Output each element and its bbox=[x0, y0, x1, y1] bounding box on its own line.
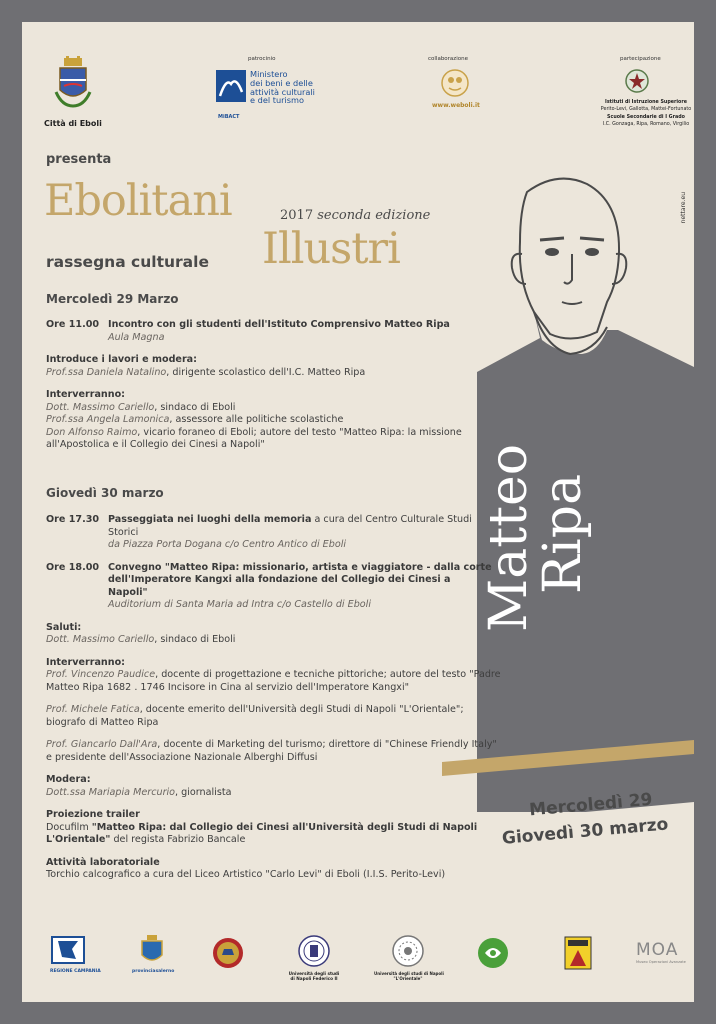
event2-line1: Convegno "Matteo Ripa: missionario, artista e viaggiatore - dalla corte bbox=[108, 561, 492, 573]
speaker-role: , docente di progettazione e tecniche pittoriche; autore del testo "Padre bbox=[155, 669, 501, 680]
speaker-name: Prof. Vincenzo Paudice bbox=[46, 669, 156, 680]
weboli-url: www.weboli.it bbox=[432, 102, 480, 109]
side-credit: nettare.eu bbox=[680, 192, 687, 224]
speaker-name: Prof. Michele Fatica bbox=[46, 704, 140, 715]
provincia-salerno-logo bbox=[132, 935, 175, 977]
saluti-role: , sindaco di Eboli bbox=[154, 634, 236, 645]
ministry-line: dei beni e delle bbox=[250, 77, 313, 88]
lab-label: Attività laboratoriale bbox=[46, 856, 160, 868]
portrait-right-brow bbox=[580, 238, 604, 240]
federico-ii-line1: Università degli studi bbox=[288, 971, 340, 976]
day1-date: Mercoledì 29 Marzo bbox=[46, 292, 179, 306]
portrait-name-last: Ripa bbox=[533, 473, 593, 594]
trailer-line-2 bbox=[46, 834, 486, 847]
moa-subtext: Museo Operazioni Avanzate bbox=[636, 960, 686, 964]
federico-ii-line2: di Napoli Federico II bbox=[290, 976, 338, 981]
day2-date: Giovedì 30 marzo bbox=[46, 486, 164, 500]
ministry-line: e del turismo bbox=[250, 95, 305, 106]
partecipazione-label: partecipazione bbox=[620, 56, 661, 62]
saluti-name: Dott. Massimo Cariello bbox=[46, 634, 155, 645]
speaker-name: Don Alfonso Raimo bbox=[46, 426, 138, 438]
weboli-logo-icon bbox=[440, 67, 470, 99]
collaborazione-label: collaborazione bbox=[428, 56, 468, 62]
day2-event-1 bbox=[46, 514, 486, 539]
event1-rest: a cura del Centro Culturale Studi Storici bbox=[108, 514, 472, 538]
city-name: Città di Eboli bbox=[44, 119, 102, 128]
day2-event-1-text bbox=[108, 514, 486, 539]
rassegna-label: rassegna culturale bbox=[46, 253, 209, 271]
orientale-line1: Università degli studi di Napoli bbox=[374, 971, 444, 976]
city-crest-icon bbox=[52, 56, 94, 114]
day1-introduce-label: Introduce i lavori e modera: bbox=[46, 354, 197, 365]
italian-republic-emblem-icon bbox=[624, 68, 650, 96]
day2-speaker-3-cont: e presidente dell'Associazione Nazionale Alberghi Diffusi bbox=[46, 751, 318, 763]
modera bbox=[46, 787, 486, 800]
day1-speaker-cont: all'Apostolica e il Collegio dei Cinesi a Napoli" bbox=[46, 439, 265, 450]
trailer-label: Proiezione trailer bbox=[46, 809, 140, 820]
mibact-text: MiBACT bbox=[218, 114, 240, 120]
modera-label: Modera: bbox=[46, 774, 91, 785]
day2-time-2: Ore 18.00 bbox=[46, 561, 100, 573]
event1-bold: Passeggiata nei luoghi della memoria bbox=[108, 514, 312, 525]
schools-title-2: Scuole Secondarie di I Grado bbox=[607, 115, 685, 120]
day2-speaker-2 bbox=[46, 704, 486, 717]
trailer-line-1 bbox=[46, 822, 486, 835]
regione-campania-text: REGIONE CAMPANIA bbox=[50, 969, 101, 974]
trailer-pre: Docufilm bbox=[46, 821, 92, 833]
speaker-role: , vicario foraneo di Eboli; autore del testo "Matteo Ripa: la missione bbox=[137, 426, 462, 438]
lab-text: Torchio calcografico a cura del Liceo Artistico "Carlo Levi" di Eboli (I.I.S. Perito-Levi) bbox=[46, 869, 446, 880]
title-ebolitani: Ebolitani bbox=[44, 176, 232, 226]
day1-introduce-name: Prof.ssa Daniela Natalino bbox=[46, 366, 167, 378]
saluti bbox=[46, 634, 486, 647]
day1-interverranno-label: Interverranno: bbox=[46, 389, 126, 400]
ministry-text bbox=[250, 70, 315, 105]
portrait-name bbox=[479, 443, 682, 632]
schools-title-1: Istituti di Istruzione Superiore bbox=[605, 100, 687, 105]
title-edition bbox=[280, 208, 430, 223]
day1-program bbox=[46, 319, 486, 452]
day1-place: Aula Magna bbox=[108, 331, 165, 343]
moa-text: MOA bbox=[636, 940, 679, 960]
modera-name: Dott.ssa Mariapia Mercurio bbox=[46, 786, 176, 798]
day1-introduce-role: , dirigente scolastico dell'I.C. Matteo Ripa bbox=[166, 366, 366, 378]
speaker-role: , docente emerito dell'Università degli Studi di Napoli "L'Orientale"; bbox=[139, 704, 464, 715]
day2-speaker-1 bbox=[46, 669, 501, 682]
portrait-left-brow bbox=[540, 238, 564, 240]
edition-year: 2017 bbox=[280, 208, 314, 223]
patrocinio-label: patrocinio bbox=[248, 56, 276, 62]
orientale-logo bbox=[374, 935, 442, 985]
eboli-seal-icon bbox=[212, 937, 244, 969]
portrait-left-eye bbox=[545, 248, 559, 256]
schools-info bbox=[592, 100, 694, 128]
orientale-line2: "L'Orientale" bbox=[393, 976, 423, 981]
day1-event bbox=[46, 319, 486, 332]
day2-speaker-1-cont: Matteo Ripa 1682 . 1746 Incisore in Cina al servizio dell'Imperatore Kangxi" bbox=[46, 681, 410, 693]
ministry-line: attività culturali bbox=[250, 86, 315, 97]
portrait-right-eye bbox=[585, 248, 599, 256]
modera-role: , giornalista bbox=[175, 786, 232, 798]
poster bbox=[22, 22, 694, 1002]
trailer-rest: del regista Fabrizio Bancale bbox=[110, 834, 246, 845]
event2-line2: dell'Imperatore Kangxi alla fondazione del Collegio dei Cinesi a Napoli" bbox=[108, 574, 451, 598]
ministry-line: Ministero bbox=[250, 69, 288, 79]
day1-speaker bbox=[46, 414, 486, 427]
schools-line-1: Perito-Levi, Gallotta, Mattei-Fortunato bbox=[600, 106, 692, 112]
day2-event-1-place: da Piazza Porta Dogana c/o Centro Antico di Eboli bbox=[108, 539, 347, 550]
speaker-name: Dott. Massimo Cariello bbox=[46, 401, 155, 413]
speaker-role: , assessore alle politiche scolastiche bbox=[169, 414, 344, 425]
day2-time-1: Ore 17.30 bbox=[46, 514, 100, 525]
day1-speaker bbox=[46, 427, 486, 440]
event-date-2: Giovedì 30 marzo bbox=[501, 814, 670, 849]
speaker-name: Prof. Giancarlo Dall'Ara bbox=[46, 739, 158, 750]
trailer-title-1: "Matteo Ripa: dal Collegio dei Cinesi all'Università degli Studi di Napoli bbox=[91, 821, 478, 833]
federico-ii-logo bbox=[284, 935, 344, 985]
schools-line-2: I.C. Gonzaga, Ripa, Romano, Virgilio bbox=[602, 121, 690, 127]
edition-text: seconda edizione bbox=[317, 208, 431, 223]
green-circle-logo-icon bbox=[477, 937, 509, 969]
saluti-label: Saluti: bbox=[46, 621, 82, 633]
day1-event-title: Incontro con gli studenti dell'Istituto Comprensivo Matteo Ripa bbox=[108, 319, 450, 330]
day2-program bbox=[46, 514, 501, 882]
title-illustri: Illustri bbox=[262, 224, 400, 274]
presenta-label: presenta bbox=[46, 152, 112, 167]
day1-time: Ore 11.00 bbox=[46, 319, 100, 330]
day2-interverranno-label: Interverranno: bbox=[46, 656, 126, 668]
yellow-box-logo-icon bbox=[564, 936, 592, 970]
speaker-role: , docente di Marketing del turismo; direttore di "Chinese Friendly Italy" bbox=[157, 739, 497, 750]
mibact-logo-icon bbox=[216, 70, 246, 102]
provincia-salerno-text: provinciasalerno bbox=[132, 969, 175, 974]
moa-logo bbox=[636, 940, 688, 974]
event2-place: Auditorium di Santa Maria ad Intra c/o Castello di Eboli bbox=[108, 599, 371, 610]
portrait-name-first: Matteo bbox=[479, 443, 539, 632]
day2-speaker-2-cont: biografo di Matteo Ripa bbox=[46, 716, 159, 728]
day2-event-2 bbox=[46, 561, 492, 575]
day1-speaker bbox=[46, 402, 486, 415]
day1-introduce bbox=[46, 367, 486, 380]
day2-speaker-3 bbox=[46, 739, 497, 752]
speaker-name: Prof.ssa Angela Lamonica bbox=[46, 414, 170, 425]
trailer-title-2: L'Orientale" bbox=[46, 834, 111, 845]
event-date-1: Mercoledì 29 bbox=[528, 789, 654, 821]
regione-campania-logo bbox=[50, 935, 101, 975]
speaker-role: , sindaco di Eboli bbox=[154, 401, 236, 413]
